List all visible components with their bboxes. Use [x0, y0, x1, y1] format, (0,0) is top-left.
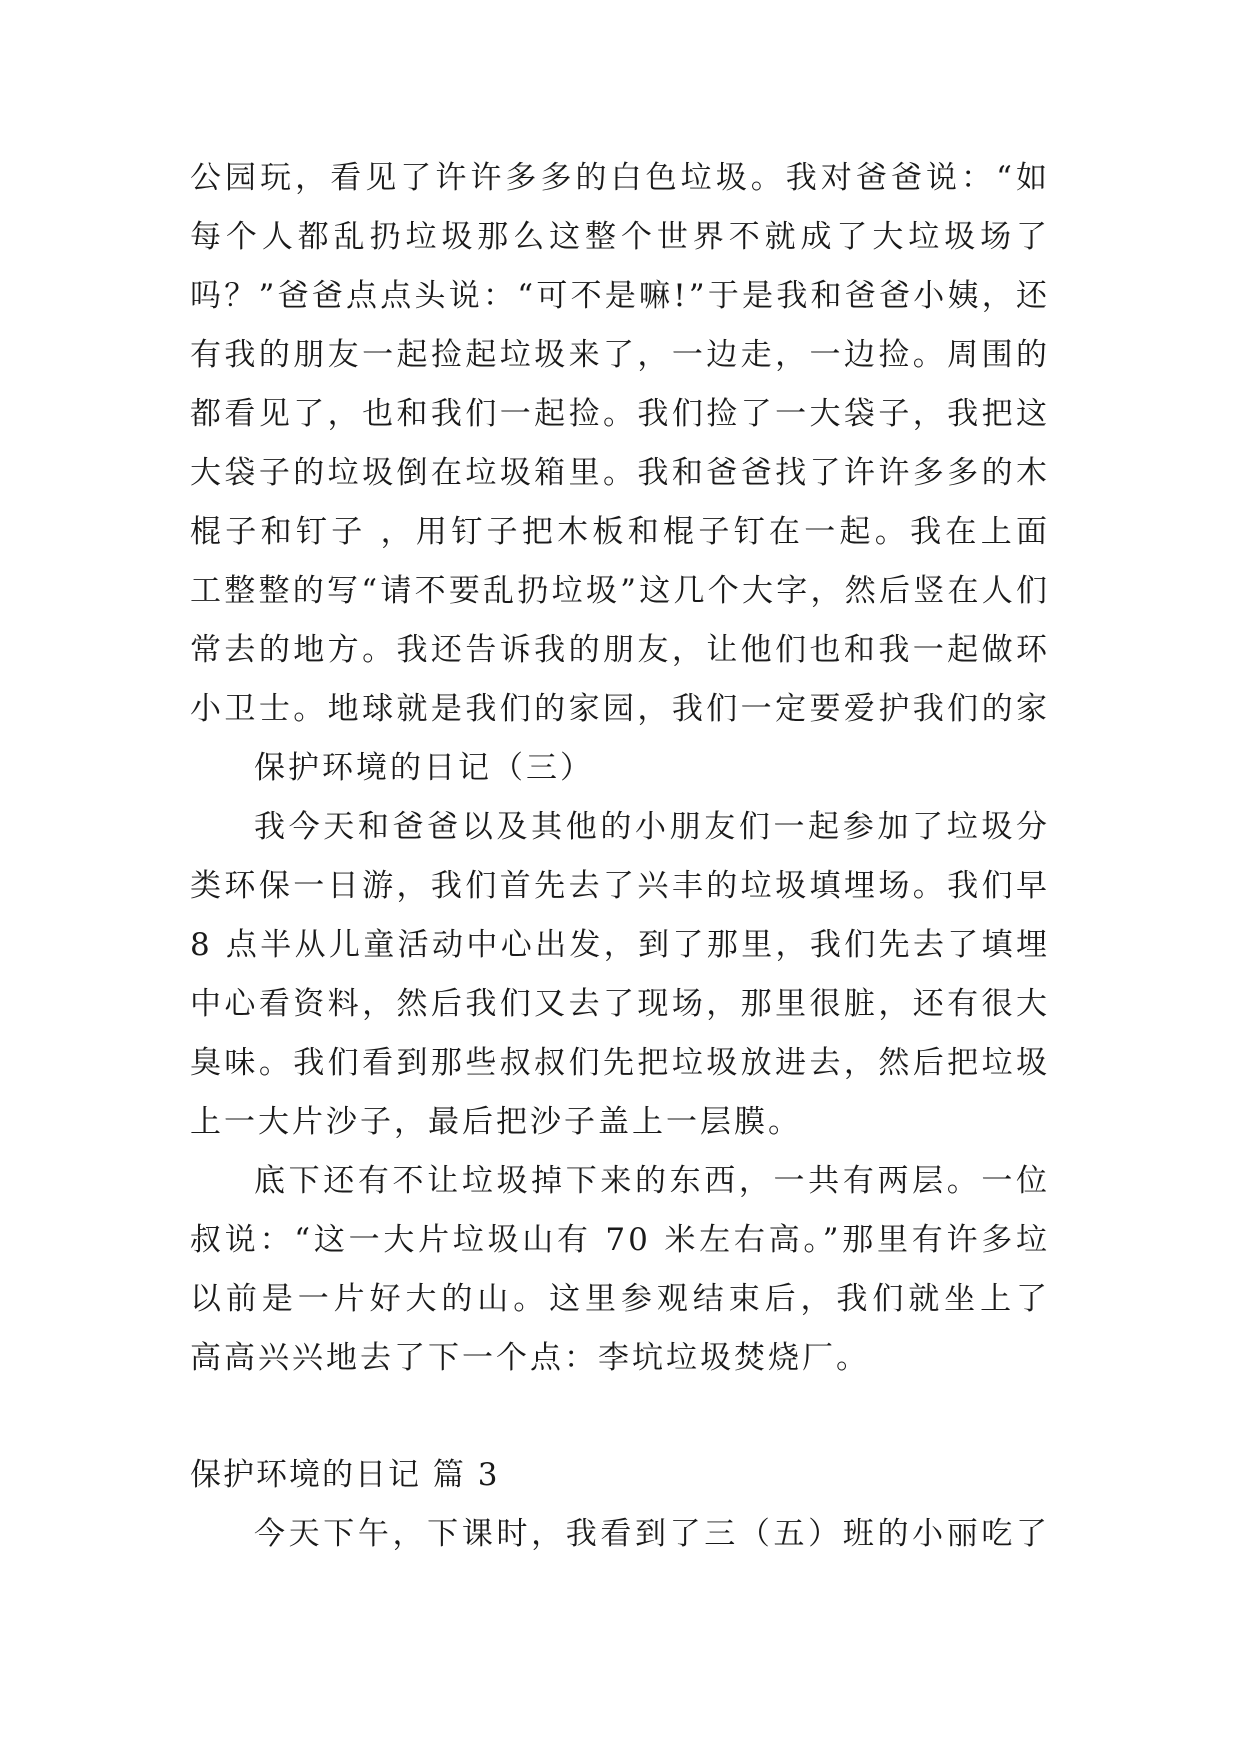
- paragraph-line: 高高兴兴地去了下一个点：李坑垃圾焚烧厂。: [190, 1340, 870, 1376]
- paragraph-line: 臭味。我们看到那些叔叔们先把垃圾放进去，然后把垃圾: [190, 1045, 1050, 1081]
- paragraph-line: 工整整的写“请不要乱扔垃圾”这几个大字，然后竖在人们: [190, 573, 1050, 609]
- paragraph-line: 大袋子的垃圾倒在垃圾箱里。我和爸爸找了许许多多的木: [190, 455, 1050, 491]
- paragraph-line: 棍子和钉子 ，用钉子把木板和棍子钉在一起。我在上面: [190, 514, 1050, 550]
- paragraph-line: 每个人都乱扔垃圾那么这整个世界不就成了大垃圾场了: [190, 219, 1050, 255]
- paragraph-line: 中心看资料，然后我们又去了现场，那里很脏，还有很大: [190, 986, 1050, 1022]
- paragraph-line: 底下还有不让垃圾掉下来的东西，一共有两层。一位: [254, 1163, 1050, 1199]
- paragraph-line: 公园玩，看见了许许多多的白色垃圾。我对爸爸说：“如: [190, 160, 1050, 196]
- paragraph-line: 吗？”爸爸点点头说：“可不是嘛!”于是我和爸爸小姨，还: [190, 278, 1050, 314]
- paragraph-line: 常去的地方。我还告诉我的朋友，让他们也和我一起做环: [190, 632, 1050, 668]
- paragraph-line: 有我的朋友一起捡起垃圾来了，一边走，一边捡。周围的: [190, 337, 1050, 373]
- paragraph-line: 我今天和爸爸以及其他的小朋友们一起参加了垃圾分: [254, 809, 1050, 845]
- paragraph-line: 叔说：“这一大片垃圾山有 70 米左右高。”那里有许多垃: [190, 1222, 1050, 1258]
- paragraph-line: 上一大片沙子，最后把沙子盖上一层膜。: [190, 1104, 802, 1140]
- paragraph-line: 以前是一片好大的山。这里参观结束后，我们就坐上了: [190, 1281, 1050, 1317]
- paragraph-line: 今天下午，下课时，我看到了三（五）班的小丽吃了: [254, 1516, 1050, 1552]
- paragraph-line: 类环保一日游，我们首先去了兴丰的垃圾填埋场。我们早: [190, 868, 1050, 904]
- article-heading: 保护环境的日记 篇 3: [190, 1457, 500, 1493]
- paragraph-line: 小卫士。地球就是我们的家园，我们一定要爱护我们的家: [190, 691, 1050, 727]
- section-heading: 保护环境的日记（三）: [254, 750, 594, 786]
- paragraph-line: 都看见了，也和我们一起捡。我们捡了一大袋子，我把这: [190, 396, 1050, 432]
- paragraph-line: 8 点半从儿童活动中心出发，到了那里，我们先去了填埋: [190, 927, 1050, 963]
